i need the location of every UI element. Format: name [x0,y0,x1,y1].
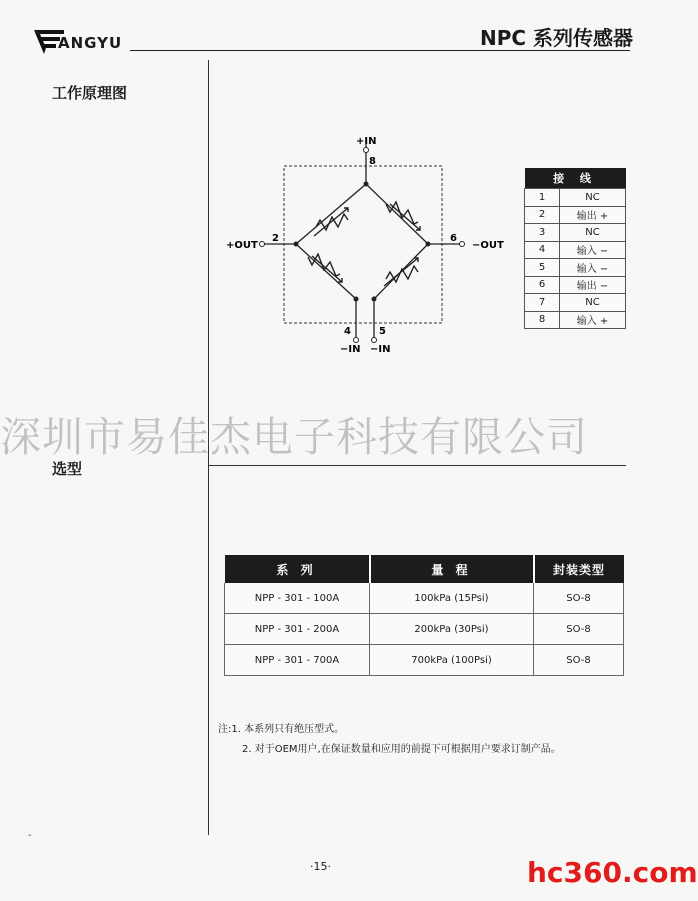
terminal-pin2 [260,242,265,247]
resistor-upper-left [314,208,348,236]
table-row: 6 输出 − [525,276,626,294]
table-row: 2 输出 + [525,206,626,224]
table-row: 8 输入 + [525,311,626,329]
resistor-lower-left [308,254,342,282]
table-row: 3 NC [525,224,626,242]
column-header-range: 量 程 [370,555,534,583]
pin5-number: 5 [379,326,386,337]
section-rule [209,465,626,466]
pin2-label: +OUT [226,240,258,251]
table-row: 5 输入 − [525,259,626,277]
pin4-label: −IN [340,344,361,355]
pin8-label: +IN [356,136,377,147]
notes [218,720,561,760]
site-watermark: hc360.com [527,856,698,889]
note-line-1: 注:1. 本系列只有绝压型式。 [218,724,345,735]
table-row: 4 输入 − [525,241,626,259]
company-watermark: 深圳市易佳杰电子科技有限公司 [0,413,588,461]
sensor-package-outline [284,166,442,323]
resistor-lower-right [384,258,418,286]
table-row: 7 NC [525,294,626,312]
pin-table-header: 接 线 [525,168,626,189]
model-selection-table [224,555,624,676]
note-line-2: 2. 对于OEM用户,在保证数量和应用的前提下可根据用户要求订制产品。 [242,744,561,755]
section-title-principle: 工作原理图 [52,84,128,102]
header-rule [130,50,630,51]
pin2-number: 2 [272,233,279,244]
table-row: NPP - 301 - 100A 100kPa (15Psi) SO-8 [225,583,624,614]
pin5-label: −IN [370,344,391,355]
logo-text: ANGYU [58,34,123,52]
column-header-series: 系 列 [225,555,370,583]
pin-assignment-table [524,168,626,329]
pin6-label: −OUT [472,240,504,251]
pin4-number: 4 [344,326,351,337]
terminal-pin8 [364,148,369,153]
pin6-number: 6 [450,233,457,244]
table-row: 1 NC [525,189,626,207]
table-row: NPP - 301 - 200A 200kPa (30Psi) SO-8 [225,614,624,645]
header-title: NPC 系列传感器 [480,26,634,50]
terminal-pin6 [460,242,465,247]
margin-mark: - [28,830,32,841]
table-row: NPP - 301 - 700A 700kPa (100Psi) SO-8 [225,645,624,676]
bridge-circuit-diagram [216,124,516,364]
column-header-package: 封装类型 [534,555,624,583]
section-title-selection: 选型 [52,460,83,478]
pin8-number: 8 [369,156,376,167]
terminal-pin5 [372,338,377,343]
resistor-upper-right [386,202,420,230]
page-number: ·15· [310,860,331,873]
terminal-pin4 [354,338,359,343]
